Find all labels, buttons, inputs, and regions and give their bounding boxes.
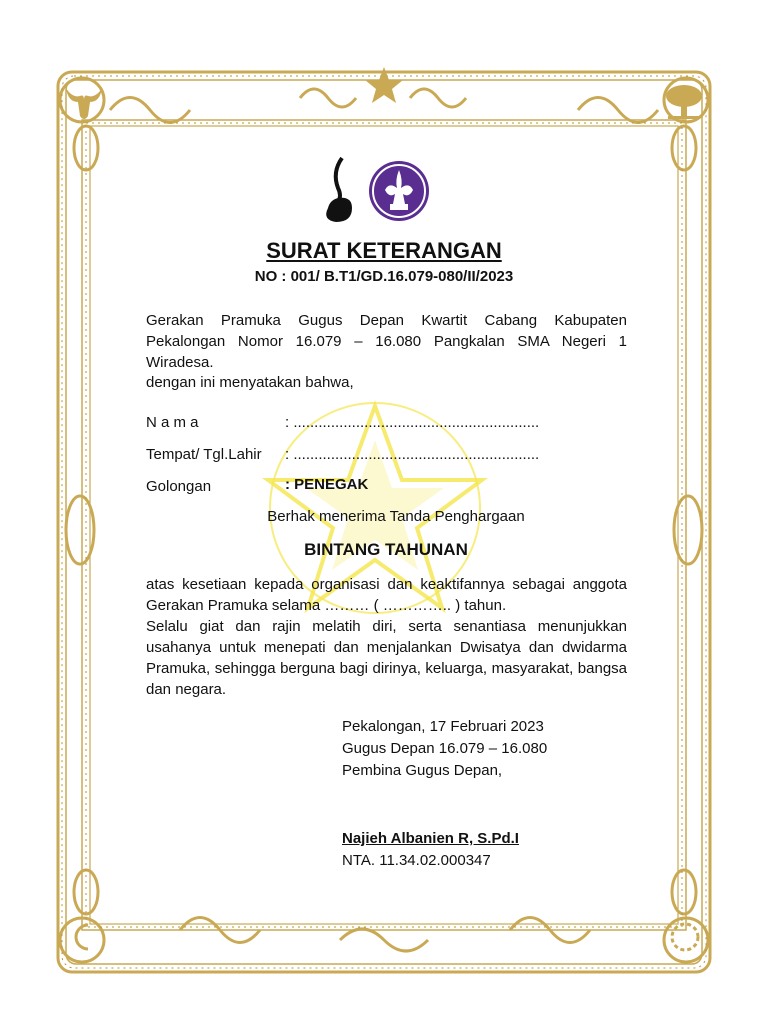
field-label-golongan: Golongan	[146, 478, 212, 495]
field-label-name: N a m a	[146, 414, 199, 431]
buffalo-head-icon	[62, 82, 106, 122]
field-label-birth: Tempat/ Tgl.Lahir	[146, 446, 262, 463]
field-value-golongan: : PENEGAK	[285, 476, 369, 493]
award-receive-line: Berhak menerima Tanda Penghargaan	[267, 508, 525, 525]
signature-role: Pembina Gugus Depan,	[342, 762, 503, 779]
signature-unit: Gugus Depan 16.079 – 16.080	[342, 740, 548, 757]
statement-line: dengan ini menyatakan bahwa,	[146, 374, 354, 391]
signature-nta: NTA. 11.34.02.000347	[342, 852, 491, 869]
document-title: SURAT KETERANGAN	[266, 238, 502, 263]
crescent-icon	[68, 922, 98, 952]
loyalty-paragraph: atas kesetiaan kepada organisasi dan keaktifannya sebagai anggota Gerakan Pramuka selama ……… ( ………….. ) tahun.	[146, 576, 627, 614]
document-number: NO : 001/ B.T1/GD.16.079-080/II/2023	[254, 268, 514, 285]
banyan-tree-icon	[662, 82, 706, 122]
field-value-name: : ...........................................................	[285, 414, 540, 431]
star-icon	[364, 66, 404, 104]
character-paragraph: Selalu giat dan rajin melatih diri, serta senantiasa menunjukkan usahanya untuk menepati dan menjalankan Dwisatya dan dwidarma Pramuka, sehingga berguna bagi dirinya, keluarga, masyarakat, bangsa dan negara.	[146, 618, 627, 698]
award-name: BINTANG TAHUNAN	[304, 540, 468, 559]
signature-name: Najieh Albanien R, S.Pd.I	[342, 830, 519, 847]
signature-place-date: Pekalongan, 17 Februari 2023	[342, 718, 544, 735]
scout-emblem-icon	[368, 160, 430, 222]
chain-icon	[668, 920, 702, 954]
field-value-birth: : ...........................................................	[285, 446, 540, 463]
intro-paragraph: Gerakan Pramuka Gugus Depan Kwartit Cabang Kabupaten Pekalongan Nomor 16.079 – 16.080 Pangkalan SMA Negeri 1 Wiradesa.	[146, 312, 627, 371]
tunas-kelapa-icon	[322, 156, 356, 224]
